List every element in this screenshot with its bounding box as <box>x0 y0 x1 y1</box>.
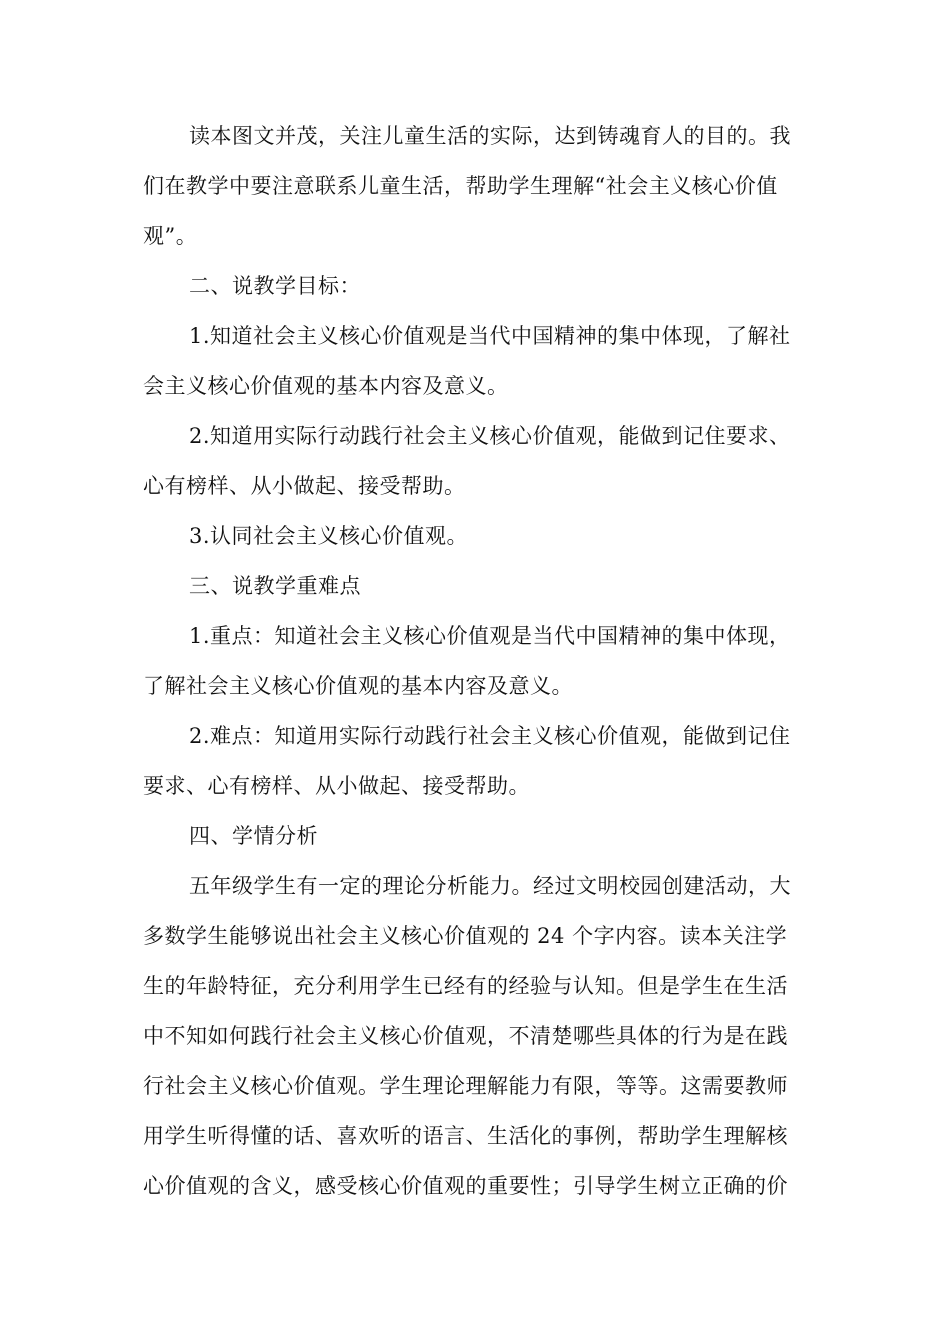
section-heading: 三、说教学重难点 <box>189 574 361 598</box>
paragraph-line: 五年级学生有一定的理论分析能力。经过文明校园创建活动，大 <box>189 874 791 898</box>
paragraph-line: 心有榜样、从小做起、接受帮助。 <box>143 474 466 498</box>
paragraph-line: 们在教学中要注意联系儿童生活，帮助学生理解“社会主义核心价值 <box>143 174 778 198</box>
paragraph-line: 用学生听得懂的话、喜欢听的语言、生活化的事例，帮助学生理解核 <box>143 1124 788 1148</box>
section-heading: 二、说教学目标： <box>189 274 361 298</box>
paragraph-line: 2.知道用实际行动践行社会主义核心价值观，能做到记住要求、 <box>189 424 791 448</box>
paragraph-line: 3.认同社会主义核心价值观。 <box>189 524 469 548</box>
paragraph-line: 行社会主义核心价值观。学生理论理解能力有限，等等。这需要教师 <box>143 1074 788 1098</box>
paragraph-line: 心价值观的含义，感受核心价值观的重要性；引导学生树立正确的价 <box>143 1174 788 1198</box>
paragraph-line: 多数学生能够说出社会主义核心价值观的 24 个字内容。读本关注学 <box>143 924 788 948</box>
paragraph-line: 1.知道社会主义核心价值观是当代中国精神的集中体现，了解社 <box>189 324 791 348</box>
paragraph-line: 2.难点：知道用实际行动践行社会主义核心价值观，能做到记住 <box>189 724 791 748</box>
paragraph-line: 读本图文并茂，关注儿童生活的实际，达到铸魂育人的目的。我 <box>189 124 791 148</box>
paragraph-line: 生的年龄特征，充分利用学生已经有的经验与认知。但是学生在生活 <box>143 974 788 998</box>
paragraph-line: 中不知如何践行社会主义核心价值观，不清楚哪些具体的行为是在践 <box>143 1024 788 1048</box>
paragraph-line: 会主义核心价值观的基本内容及意义。 <box>143 374 509 398</box>
paragraph-line: 观”。 <box>143 224 198 248</box>
paragraph-line: 了解社会主义核心价值观的基本内容及意义。 <box>143 674 573 698</box>
paragraph-line: 1.重点：知道社会主义核心价值观是当代中国精神的集中体现， <box>189 624 791 648</box>
paragraph-line: 要求、心有榜样、从小做起、接受帮助。 <box>143 774 530 798</box>
section-heading: 四、学情分析 <box>189 824 318 848</box>
